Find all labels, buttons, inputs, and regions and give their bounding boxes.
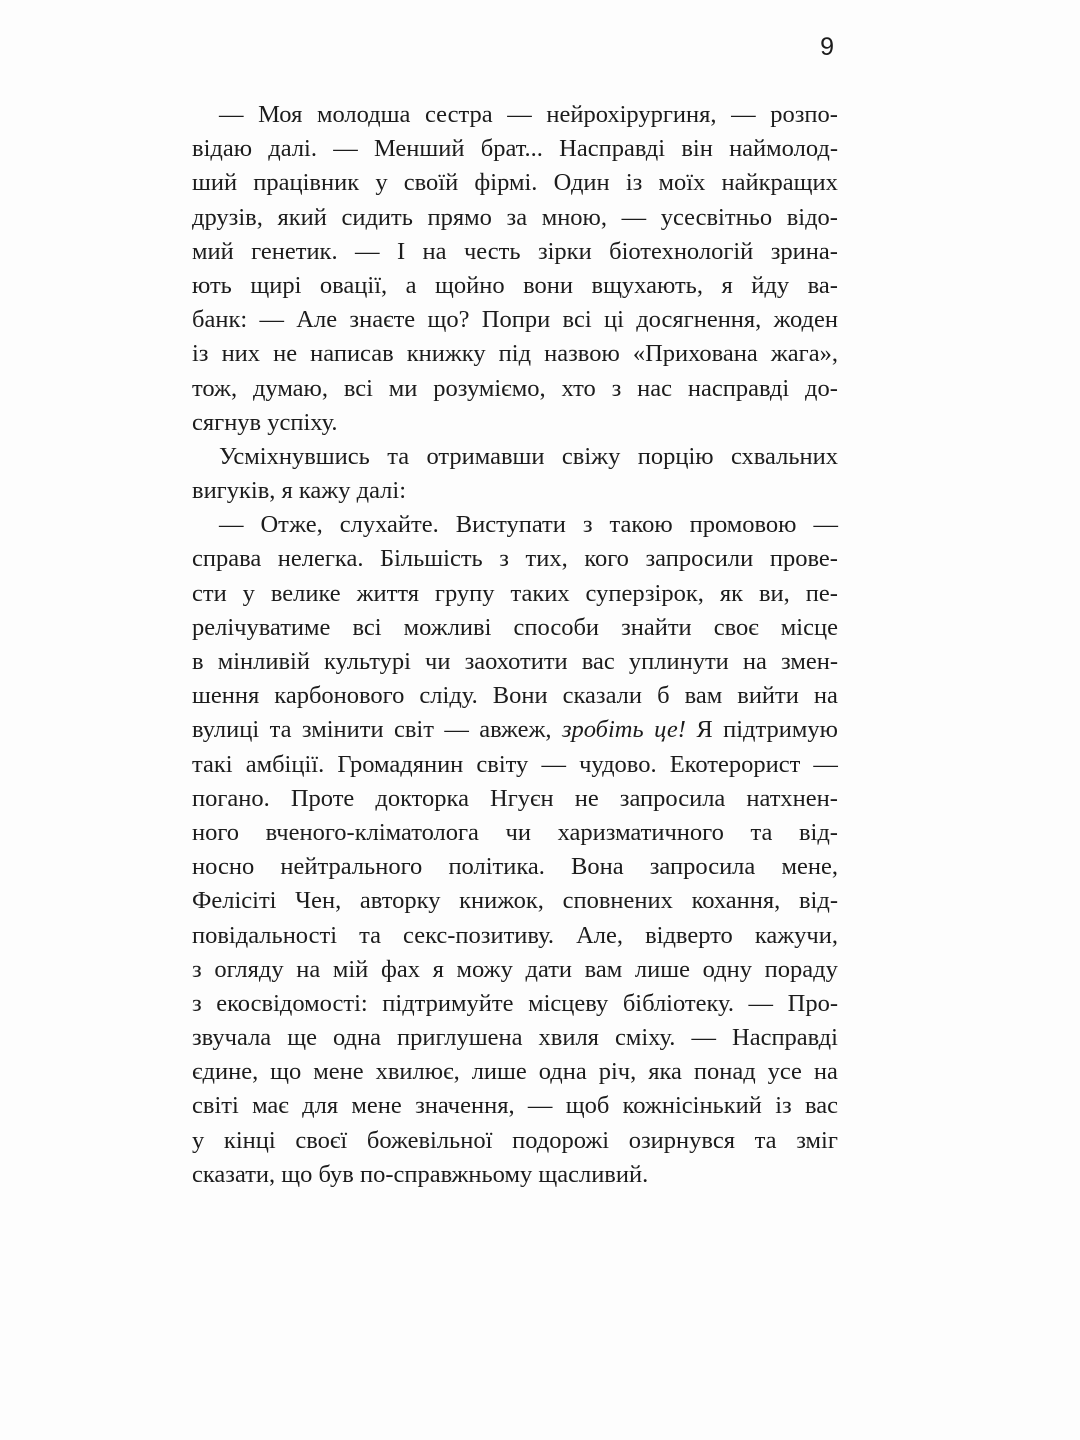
word: нейтрального [280, 853, 423, 881]
word: моїх [658, 169, 706, 197]
word: можу [456, 955, 513, 983]
word: вам [684, 682, 723, 710]
word: знайти [621, 613, 692, 641]
word: чудово. [579, 750, 657, 778]
word: сліду. [419, 682, 478, 710]
text-line [192, 303, 838, 337]
word: мий [192, 237, 234, 265]
word: яка [648, 1058, 682, 1086]
word: божевільної [366, 1126, 493, 1154]
word: секс-позитиву. [403, 921, 555, 949]
word: з [582, 511, 593, 539]
word: фах [380, 955, 420, 983]
text-line [192, 884, 838, 918]
word: Нгуєн [490, 784, 554, 812]
word: знаєте [349, 306, 416, 334]
word: — [355, 237, 380, 265]
paragraph [192, 508, 838, 1192]
word: сказали [562, 682, 643, 710]
word: генетик. [251, 237, 338, 265]
word: лише [634, 955, 690, 983]
text-line [192, 816, 838, 850]
word: я [721, 271, 733, 299]
word: щоб [565, 1092, 610, 1120]
word: змінити [301, 716, 384, 744]
word: до- [805, 374, 838, 402]
word: Про- [787, 989, 838, 1017]
word: сти [192, 579, 227, 607]
word: світу [476, 750, 529, 778]
word: І [396, 237, 406, 265]
word: натхнен- [746, 784, 838, 812]
word: одну [702, 955, 753, 983]
word: Насправді [732, 1024, 838, 1052]
word: не [273, 340, 298, 368]
text-line [192, 713, 838, 747]
word: усе [767, 1058, 802, 1086]
text-block [192, 98, 838, 1192]
word: на [742, 648, 767, 675]
word: своєї [295, 1126, 348, 1154]
word: щирі [250, 271, 302, 299]
word: них [221, 340, 261, 368]
word: розуміємо, [433, 374, 546, 402]
word: нас [637, 374, 672, 402]
word: прове- [769, 545, 838, 573]
word: нейрохірургиня, [546, 101, 717, 128]
page-number: 9 [820, 33, 834, 61]
word: як [719, 579, 744, 607]
text-line [192, 542, 838, 576]
word: вийти [737, 682, 799, 710]
word: для [302, 1092, 339, 1120]
text-line [192, 440, 838, 474]
word: Моя [258, 101, 303, 128]
word: свіжу [561, 442, 621, 470]
word: усесвітньо [660, 203, 773, 231]
word: суперзірок, [585, 579, 704, 607]
word: підтримуйте [382, 989, 514, 1017]
text-line [192, 201, 838, 235]
text-line [192, 166, 838, 200]
word: приглушена [397, 1024, 523, 1052]
word: та [269, 716, 292, 744]
text-line [192, 508, 838, 542]
word: шення [192, 682, 260, 710]
word: отримавши [426, 442, 545, 470]
word: та [754, 1126, 777, 1154]
word: заохотити [464, 648, 568, 675]
word: він [681, 135, 713, 163]
word: ший [192, 169, 238, 197]
word: способи [513, 613, 600, 641]
word: вулиці [192, 716, 260, 744]
word: Насправді [559, 135, 666, 163]
word: має [252, 1092, 289, 1120]
word: відверто [645, 921, 733, 949]
text-line [192, 611, 838, 645]
word: Але, [576, 921, 624, 949]
word: екосвідомості: [216, 989, 368, 1017]
word: промовою [689, 511, 797, 539]
text-line [192, 782, 838, 816]
word: із [192, 340, 209, 368]
word: одна [332, 1024, 381, 1052]
word: уплинути [628, 648, 729, 675]
word: мною, [541, 203, 607, 231]
text-line [192, 953, 838, 987]
word: підтримую [723, 716, 838, 744]
word: єдине, [192, 1058, 259, 1086]
text-line [192, 919, 838, 953]
word: Я [696, 716, 713, 744]
word: Чен, [295, 887, 342, 915]
word: тих, [525, 545, 568, 573]
text-line [192, 679, 838, 713]
word: — [731, 101, 756, 128]
paragraph [192, 440, 838, 508]
word: сидить [341, 203, 413, 231]
word: тож, [192, 374, 238, 402]
word: сміху. [615, 1024, 676, 1052]
word: сповнених [562, 887, 673, 915]
text-line: вигуків, я кажу далі: [192, 477, 407, 505]
word: кого [584, 545, 629, 573]
word: під [498, 340, 532, 368]
word: біотехнологій [609, 237, 754, 265]
word: запросила [649, 853, 756, 881]
word: мене [351, 1092, 402, 1120]
word: в [192, 648, 204, 675]
word: кожнісінький [622, 1092, 762, 1120]
word: дати [525, 955, 573, 983]
word: чи [505, 818, 531, 846]
word: всі [343, 374, 373, 402]
text-line: сягнув успіху. [192, 408, 338, 436]
text-line [192, 850, 838, 884]
word: це! [654, 716, 686, 744]
word: з [192, 955, 202, 983]
word: вас [581, 648, 615, 675]
word: жага», [770, 340, 838, 368]
word: — [507, 101, 532, 128]
word: можливі [403, 613, 492, 641]
word: вченого-кліматолога [265, 818, 479, 846]
word: банк: [192, 306, 248, 334]
word: місцеву [528, 989, 609, 1017]
word: у [192, 1126, 205, 1154]
word: чи [425, 648, 451, 675]
word: значення, [415, 1092, 515, 1120]
word: Громадянин [337, 750, 464, 778]
word: вщухають, [591, 271, 703, 299]
word: — [333, 135, 358, 163]
word: що [270, 1058, 302, 1086]
word: культурі [324, 648, 411, 675]
word: зробіть [561, 716, 644, 744]
text-line [192, 1021, 838, 1055]
word: друзів, [192, 203, 263, 231]
word: Менший [373, 135, 465, 163]
word: бібліотеку. [622, 989, 734, 1017]
word: книжку [406, 340, 486, 368]
word: — [444, 716, 469, 744]
word: вас [805, 1092, 838, 1120]
word: Виступати [455, 511, 566, 539]
word: огляду [214, 955, 284, 983]
word: понад [693, 1058, 756, 1086]
word: зірки [537, 237, 592, 265]
word: хвиля [538, 1024, 599, 1052]
word: написав [310, 340, 394, 368]
word: мінливій [217, 648, 310, 675]
word: слухайте. [339, 511, 439, 539]
word: із [775, 1092, 792, 1120]
word: від- [798, 887, 838, 915]
word: кажучи, [754, 921, 838, 949]
word: мій [332, 955, 369, 983]
word: ного [192, 818, 240, 846]
word: — [813, 511, 838, 539]
word: Отже, [260, 511, 323, 539]
word: життя [356, 579, 419, 607]
word: досягнення, [636, 306, 762, 334]
word: політика. [448, 853, 545, 881]
word: вам [584, 955, 623, 983]
word: який [277, 203, 327, 231]
word: лише [471, 1058, 527, 1086]
word: ви, [758, 579, 790, 607]
word: світ [393, 716, 434, 744]
text-line [192, 235, 838, 269]
word: запросила [619, 784, 726, 812]
word: працівник [253, 169, 360, 197]
word: своє [713, 613, 759, 641]
word: у [375, 169, 388, 197]
word: всі [562, 306, 592, 334]
word: всі [352, 613, 382, 641]
word: що? [427, 306, 470, 334]
word: — [219, 511, 244, 539]
text-line [192, 1089, 838, 1123]
word: такою [609, 511, 673, 539]
word: ми [388, 374, 418, 402]
word: зрина- [770, 237, 838, 265]
word: Усміхнувшись [219, 442, 370, 470]
word: йду [751, 271, 790, 299]
word: харизматичного [557, 818, 724, 846]
text-line [192, 577, 838, 611]
word: мене [313, 1058, 364, 1086]
word: пораду [764, 955, 838, 983]
word: на [813, 682, 838, 710]
word: та [387, 442, 410, 470]
word: — [813, 750, 838, 778]
word: зміг [796, 1126, 838, 1154]
word: з [192, 989, 202, 1017]
word: та [750, 818, 773, 846]
word: Але [296, 306, 338, 334]
word: — [259, 306, 284, 334]
word: насправді [687, 374, 790, 402]
word: наймолод- [729, 135, 838, 163]
word: авжеж, [479, 716, 552, 744]
word: далі. [268, 135, 317, 163]
word: кінці [223, 1126, 276, 1154]
word: мене, [781, 853, 838, 881]
word: Проте [290, 784, 355, 812]
word: повідальності [192, 921, 338, 949]
word: щойно [435, 271, 505, 299]
word: з [499, 545, 509, 573]
word: авторку [359, 887, 441, 915]
word: найкращих [721, 169, 838, 197]
word: — [691, 1024, 716, 1052]
text-line [192, 987, 838, 1021]
word: групу [434, 579, 495, 607]
word: а [405, 271, 417, 299]
word: подорожі [512, 1126, 610, 1154]
word: ці [603, 306, 624, 334]
word: — [527, 1092, 553, 1120]
word: своїй [403, 169, 459, 197]
word: брат... [480, 135, 543, 163]
word: книжок, [459, 887, 544, 915]
text-line [192, 337, 838, 371]
word: карбонового [274, 682, 405, 710]
word: світі [192, 1092, 239, 1120]
word: одна [538, 1058, 587, 1086]
text-line [192, 269, 838, 303]
word: та [359, 921, 381, 949]
word: овації, [319, 271, 388, 299]
word: б [657, 682, 670, 710]
text-line [192, 1124, 838, 1158]
text-line [192, 748, 838, 782]
word: хвилює, [375, 1058, 460, 1086]
word: Екотерорист [669, 750, 801, 778]
word: відаю [192, 135, 253, 163]
word: у [242, 579, 255, 607]
text-line [192, 132, 838, 166]
text-line [192, 1055, 838, 1089]
word: озирнувся [628, 1126, 735, 1154]
word: за [506, 203, 528, 231]
word: нелегка. [277, 545, 364, 573]
word: порцію [637, 442, 714, 470]
word: справа [192, 545, 262, 573]
word: амбіції. [245, 750, 325, 778]
word: Вони [492, 682, 548, 710]
text-line [192, 98, 838, 132]
word: — [748, 989, 774, 1017]
word: розпо- [770, 101, 838, 128]
word: Вона [571, 853, 624, 881]
word: релічуватиме [192, 613, 331, 641]
word: запросили [645, 545, 754, 573]
word: ще [287, 1024, 317, 1052]
text-line: сказати, що був по-справжньому щасливий. [192, 1160, 649, 1188]
word: докторка [375, 784, 469, 812]
word: «Прихована [632, 340, 758, 368]
word: погано. [192, 784, 270, 812]
word: Більшість [380, 545, 483, 573]
word: річ, [598, 1058, 637, 1086]
word: сестра [424, 101, 493, 128]
paragraph [192, 98, 838, 440]
word: Один [553, 169, 610, 197]
text-line [192, 645, 838, 679]
word: велике [270, 579, 341, 607]
word: відо- [786, 203, 838, 231]
word: змен- [781, 648, 838, 675]
word: із [625, 169, 643, 197]
word: ють [192, 271, 232, 299]
word: від- [798, 818, 838, 846]
word: вони [523, 271, 573, 299]
word: хто [561, 374, 596, 402]
word: Фелісіті [192, 887, 277, 915]
word: — [219, 101, 244, 128]
word: молодша [316, 101, 411, 128]
word: пе- [805, 579, 838, 607]
word: на [813, 1058, 838, 1086]
word: місце [780, 613, 838, 641]
word: на [296, 955, 321, 983]
word: прямо [427, 203, 492, 231]
word: кохання, [691, 887, 781, 915]
word: честь [463, 237, 521, 265]
word: назвою [544, 340, 620, 368]
word: думаю, [252, 374, 328, 402]
word: з [611, 374, 622, 402]
word: — [621, 203, 647, 231]
word: звучала [192, 1024, 272, 1052]
word: жоден [773, 306, 838, 334]
word: схвальних [730, 442, 838, 470]
word: на [422, 237, 447, 265]
word: такі [192, 750, 233, 778]
word: я [432, 955, 444, 983]
text-line [192, 372, 838, 406]
word: Попри [481, 306, 551, 334]
word: не [574, 784, 599, 812]
word: ва- [807, 271, 838, 299]
word: носно [192, 853, 255, 881]
word: таких [510, 579, 570, 607]
word: — [541, 750, 566, 778]
word: фірмі. [474, 169, 538, 197]
